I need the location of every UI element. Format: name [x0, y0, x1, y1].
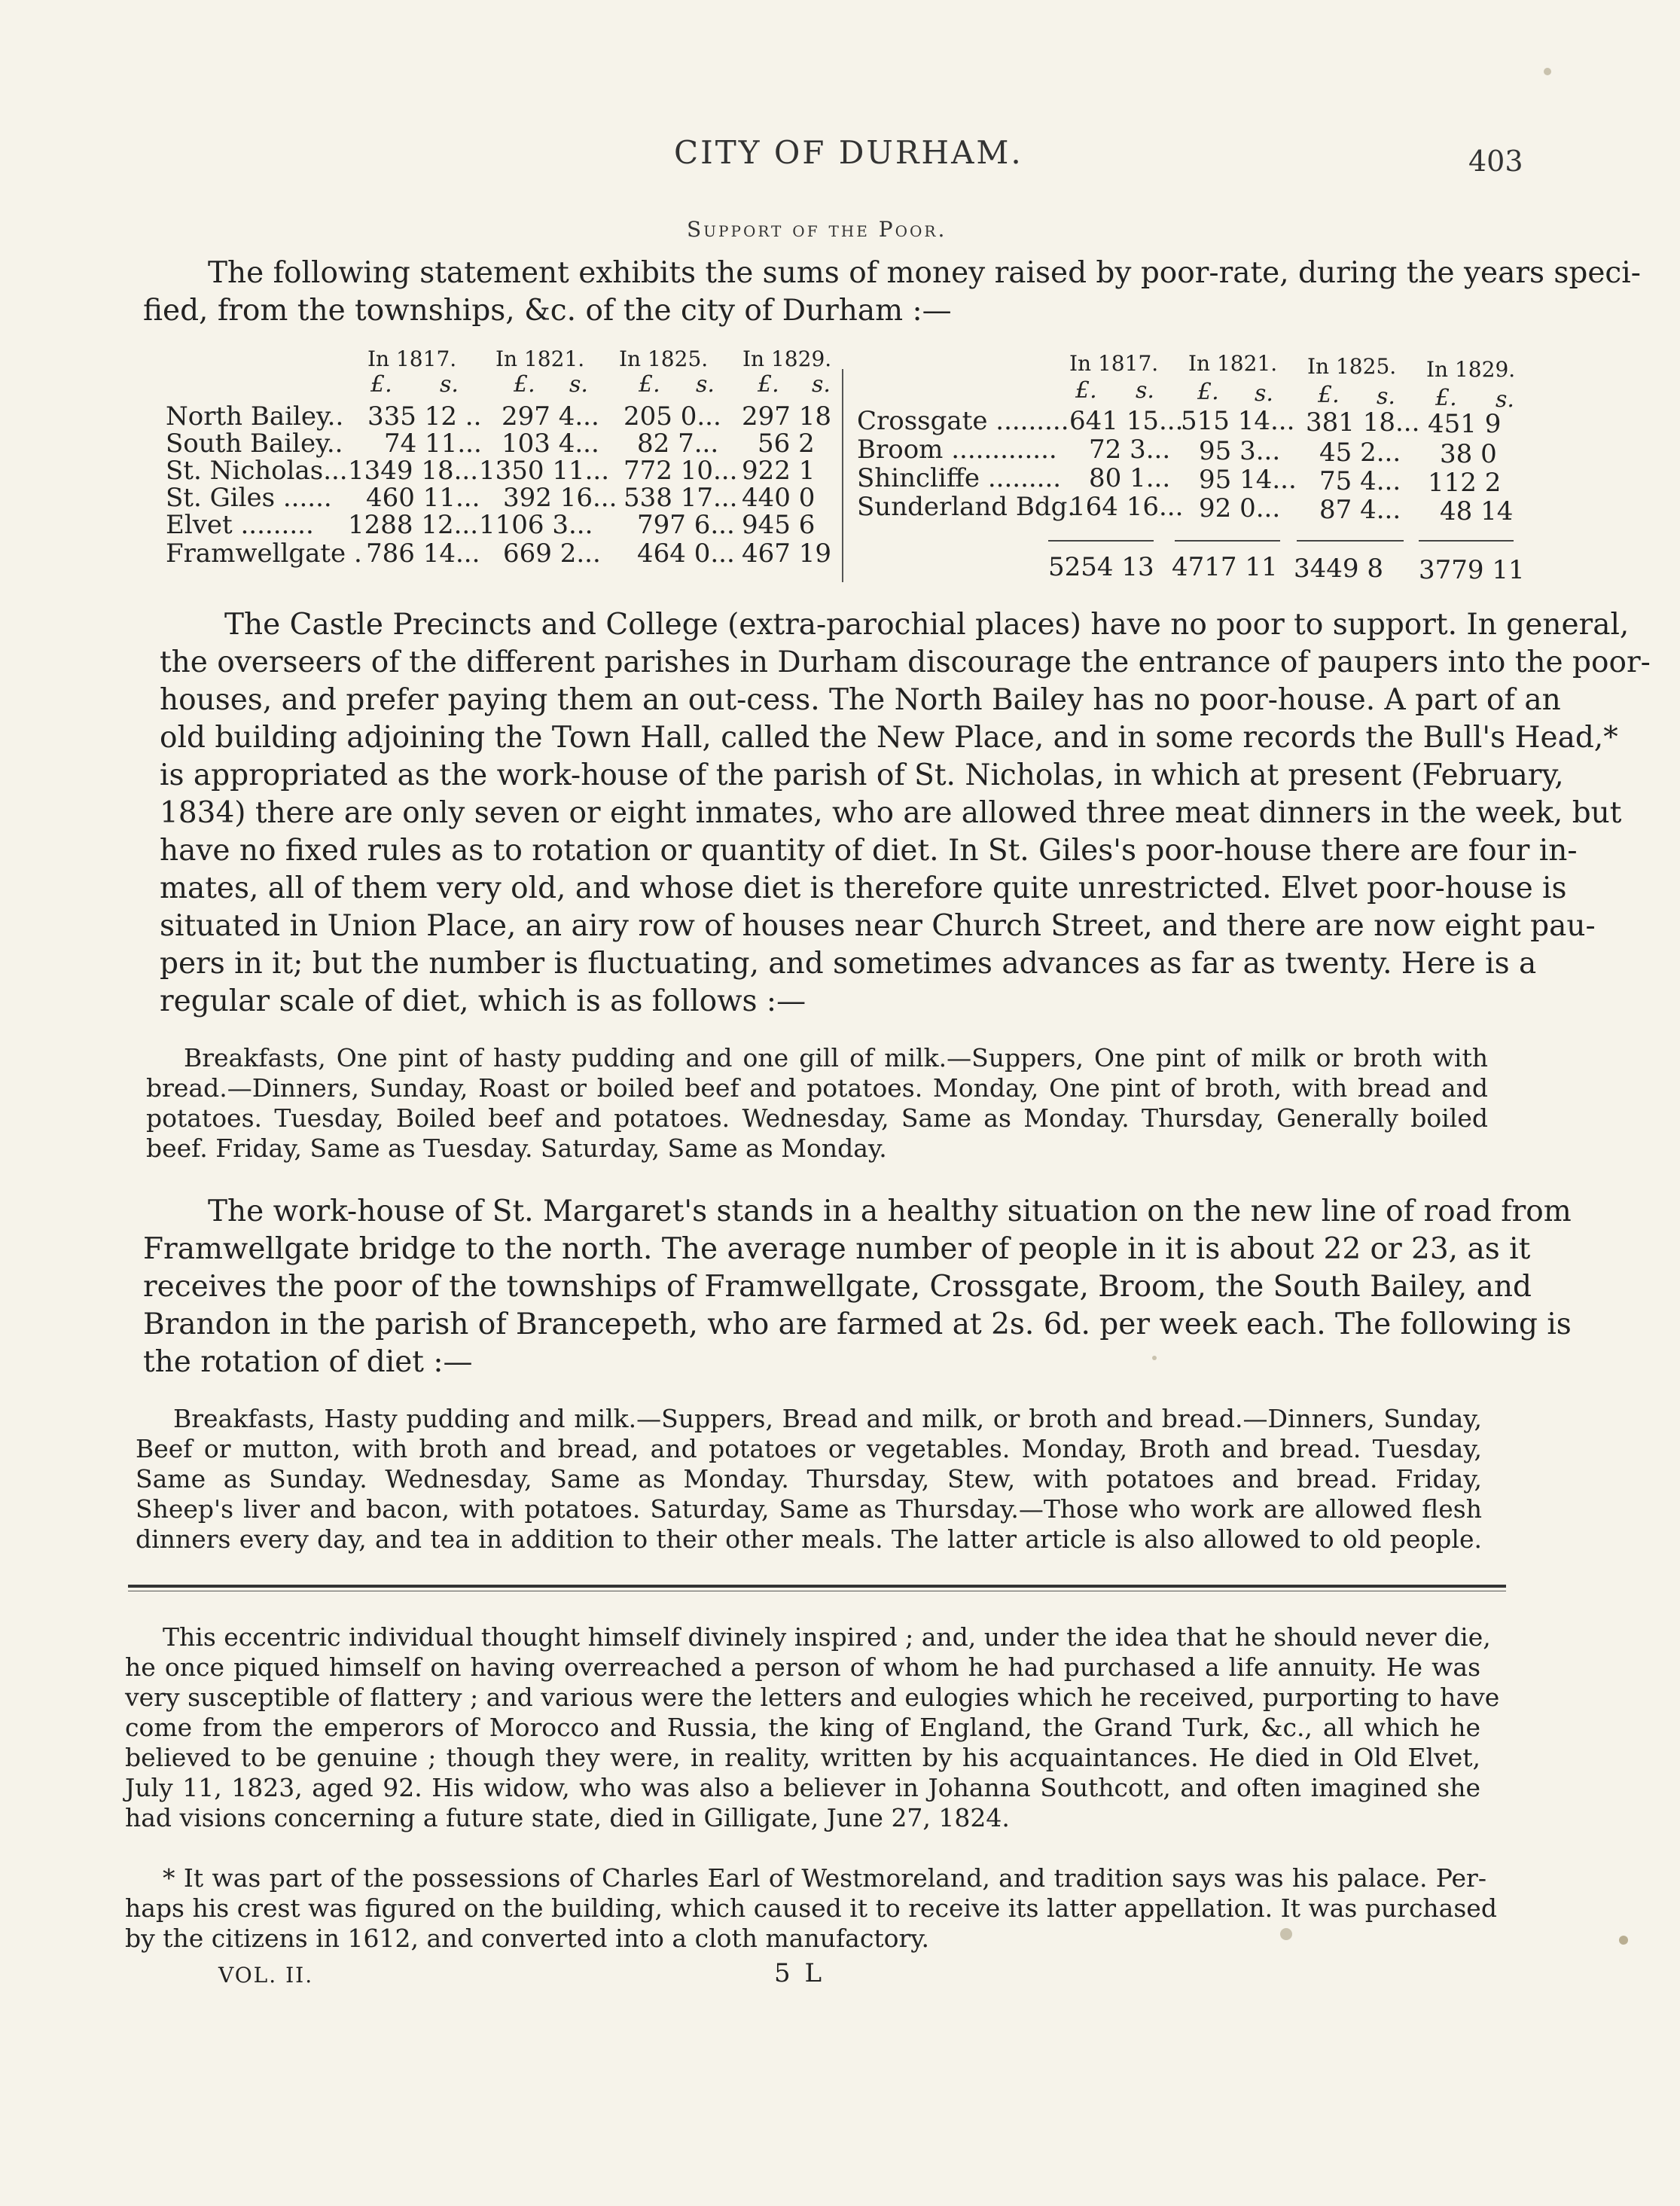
- unit-pound: £.: [1318, 382, 1340, 408]
- unit-shilling: s.: [812, 371, 831, 398]
- unit-shilling: s.: [696, 371, 715, 398]
- text-line: The Castle Precincts and College (extra-parochial places) have no poor to support. In general,: [224, 608, 1630, 642]
- text-line: pers in it; but the number is fluctuating, and sometimes advances as far as twenty. Here is a: [160, 947, 1537, 981]
- rate-1829: 112 2: [1428, 468, 1502, 498]
- text-line: * It was part of the possessions of Charles Earl of Westmoreland, and tradition says was his palace. Per-: [163, 1863, 1486, 1893]
- rate-1821: 392 16...: [503, 483, 617, 513]
- text-line: have no fixed rules as to rotation or quantity of diet. In St. Giles's poor-house there are four in-: [160, 834, 1578, 868]
- rate-1829: 945 6: [742, 510, 816, 540]
- rate-1829: 467 19: [742, 539, 831, 569]
- unit-pound: £.: [1197, 379, 1219, 405]
- text-line: Breakfasts, One pint of hasty pudding and one gill of milk.—Suppers, One pint of milk or broth with: [184, 1043, 1488, 1072]
- elvet-diet: [146, 1043, 1488, 1164]
- township-name: South Bailey..: [166, 429, 343, 459]
- rate-1825: 538 17...: [624, 483, 738, 513]
- rate-1817: 74 11...: [384, 429, 482, 459]
- volume-label: VOL. II.: [218, 1963, 314, 1988]
- township-name: Broom .............: [857, 435, 1057, 465]
- page-number: 403: [1468, 145, 1523, 178]
- rate-1825: 75 4...: [1319, 466, 1401, 496]
- township-name: Crossgate .........: [857, 406, 1069, 436]
- rate-1821: 92 0...: [1199, 493, 1281, 523]
- rate-1821: 95 3...: [1199, 436, 1281, 466]
- rate-1817: 80 1...: [1089, 463, 1171, 493]
- text-line: regular scale of diet, which is as follows :—: [160, 984, 806, 1018]
- text-line: the overseers of the different parishes in Durham discourage the entrance of paupers into the poor-: [160, 645, 1651, 679]
- signature-mark: 5 L: [774, 1958, 825, 1988]
- text-line: Same as Sunday. Wednesday, Same as Monday. Thursday, Stew, with potatoes and bread. Friday,: [136, 1464, 1482, 1494]
- text-line: dinners every day, and tea in addition to their other meals. The latter article is also allowed to old people.: [136, 1524, 1482, 1554]
- rate-1821: 1106 3...: [479, 510, 593, 540]
- rate-1817: 335 12 ..: [367, 401, 482, 432]
- rate-1829: 297 18: [742, 401, 831, 432]
- footnote-star: [125, 1863, 1497, 1954]
- text-line: believed to be genuine ; though they were, in reality, written by his acquaintances. He died in Old Elvet,: [125, 1743, 1480, 1772]
- paper-speck: [1544, 68, 1551, 75]
- text-line: haps his crest was figured on the building, which caused it to receive its latter appellation. It was purchased: [125, 1893, 1497, 1923]
- year-header: In 1825.: [1307, 354, 1397, 379]
- township-name: Sunderland Bdg.: [857, 492, 1076, 522]
- rate-1817: 72 3...: [1089, 435, 1171, 465]
- total-1817: 5254 13: [1048, 552, 1154, 582]
- margaret-diet: [136, 1404, 1482, 1555]
- intro-paragraph: [143, 255, 1641, 330]
- text-line: fied, from the townships, &c. of the city of Durham :—: [143, 294, 952, 328]
- rate-1829: 56 2: [758, 429, 815, 459]
- text-line: This eccentric individual thought himself divinely inspired ; and, under the idea that he should never die,: [163, 1622, 1491, 1652]
- text-line: beef. Friday, Same as Tuesday. Saturday, Same as Monday.: [146, 1134, 887, 1163]
- castle-paragraph: [160, 606, 1651, 1021]
- year-header: In 1825.: [619, 346, 709, 371]
- unit-shilling: s.: [1136, 377, 1154, 404]
- text-line: potatoes. Tuesday, Boiled beef and potatoes. Wednesday, Same as Monday. Thursday, Generally boiled: [146, 1103, 1488, 1133]
- sum-rule: [1419, 540, 1514, 542]
- footnote-eccentric: [125, 1622, 1500, 1833]
- year-header: In 1821.: [1188, 351, 1278, 376]
- text-line: The following statement exhibits the sums of money raised by poor-rate, during the years speci-: [208, 256, 1641, 290]
- rate-1825: 381 18...: [1306, 407, 1420, 438]
- rate-1825: 82 7...: [637, 429, 719, 459]
- rate-1817: 164 16...: [1069, 492, 1184, 522]
- rate-1821: 1350 11...: [479, 456, 610, 486]
- paper-speck: [1619, 1936, 1628, 1945]
- section-heading: Support of the Poor.: [687, 217, 947, 242]
- unit-shilling: s.: [569, 371, 588, 398]
- rate-1821: 103 4...: [502, 429, 599, 459]
- rate-1829: 451 9: [1428, 409, 1502, 439]
- text-line: Beef or mutton, with broth and bread, and potatoes or vegetables. Monday, Broth and bread. Tuesday,: [136, 1434, 1482, 1463]
- paper-speck: [1280, 1928, 1292, 1940]
- rate-1825: 464 0...: [637, 539, 735, 569]
- township-name: St. Giles ......: [166, 483, 332, 513]
- township-name: Elvet .........: [166, 510, 314, 540]
- rate-1817: 641 15...: [1069, 406, 1184, 436]
- rate-1825: 772 10...: [624, 456, 738, 486]
- text-line: houses, and prefer paying them an out-cess. The North Bailey has no poor-house. A part of an: [160, 683, 1561, 717]
- total-1829: 3779 11: [1419, 555, 1525, 585]
- text-line: old building adjoining the Town Hall, called the New Place, and in some records the Bull's Head,*: [160, 721, 1618, 755]
- rate-1829: 440 0: [742, 483, 816, 513]
- rate-1829: 922 1: [742, 456, 816, 486]
- rate-1829: 48 14: [1440, 496, 1514, 526]
- footnote-rule: [128, 1585, 1506, 1588]
- text-line: July 11, 1823, aged 92. His widow, who was also a believer in Johanna Southcott, and often imagined she: [125, 1773, 1480, 1802]
- running-title: CITY OF DURHAM.: [674, 134, 1023, 171]
- year-header: In 1829.: [742, 346, 832, 371]
- unit-shilling: s.: [1496, 386, 1514, 413]
- year-header: In 1821.: [495, 346, 585, 371]
- text-line: Breakfasts, Hasty pudding and milk.—Suppers, Bread and milk, or broth and bread.—Dinners, Sunday,: [173, 1404, 1482, 1433]
- rate-1817: 1288 12...: [348, 510, 479, 540]
- rate-1817: 786 14...: [366, 539, 480, 569]
- township-name: Framwellgate .: [166, 539, 362, 569]
- text-line: the rotation of diet :—: [143, 1345, 473, 1379]
- unit-shilling: s.: [1255, 380, 1273, 407]
- rate-1825: 797 6...: [637, 510, 735, 540]
- text-line: is appropriated as the work-house of the parish of St. Nicholas, in which at present (February,: [160, 758, 1564, 792]
- unit-pound: £.: [1075, 377, 1097, 404]
- column-divider: [842, 369, 843, 582]
- text-line: he once piqued himself on having overreached a person of whom he had purchased a life annuity. He was: [125, 1652, 1480, 1682]
- rate-1821: 95 14...: [1199, 465, 1297, 495]
- unit-shilling: s.: [1377, 383, 1395, 410]
- rate-1825: 87 4...: [1319, 495, 1401, 525]
- rate-1821: 669 2...: [503, 539, 601, 569]
- township-name: St. Nicholas...: [166, 456, 348, 486]
- unit-pound: £.: [1435, 385, 1457, 411]
- text-line: receives the poor of the townships of Framwellgate, Crossgate, Broom, the South Bailey, and: [143, 1270, 1532, 1304]
- text-line: had visions concerning a future state, died in Gilligate, June 27, 1824.: [125, 1803, 1010, 1832]
- text-line: The work-house of St. Margaret's stands in a healthy situation on the new line of road from: [208, 1195, 1572, 1228]
- rate-1825: 45 2...: [1319, 438, 1401, 468]
- unit-pound: £.: [639, 371, 660, 398]
- total-1825: 3449 8: [1294, 554, 1383, 584]
- text-line: 1834) there are only seven or eight inmates, who are allowed three meat dinners in the week, but: [160, 796, 1622, 830]
- text-line: bread.—Dinners, Sunday, Roast or boiled beef and potatoes. Monday, One pint of broth, with bread and: [146, 1073, 1488, 1103]
- township-name: North Bailey..: [166, 401, 344, 432]
- rate-1821: 297 4...: [502, 401, 599, 432]
- rate-1817: 1349 18...: [348, 456, 479, 486]
- text-line: situated in Union Place, an airy row of houses near Church Street, and there are now eight pau-: [160, 909, 1596, 943]
- rate-1829: 38 0: [1440, 439, 1497, 469]
- text-line: Brandon in the parish of Brancepeth, who are farmed at 2s. 6d. per week each. The following is: [143, 1307, 1572, 1341]
- text-line: mates, all of them very old, and whose diet is therefore quite unrestricted. Elvet poor-house is: [160, 871, 1567, 905]
- paper-speck: [1152, 1356, 1157, 1360]
- text-line: Framwellgate bridge to the north. The average number of people in it is about 22 or 23, as it: [143, 1232, 1531, 1266]
- margaret-paragraph: [143, 1193, 1572, 1381]
- year-header: In 1817.: [1069, 351, 1159, 376]
- sum-rule: [1175, 540, 1280, 542]
- year-header: In 1817.: [367, 346, 457, 371]
- unit-pound: £.: [758, 371, 779, 398]
- text-line: very susceptible of flattery ; and various were the letters and eulogies which he received, purporting to have: [125, 1683, 1500, 1712]
- sum-rule: [1048, 540, 1154, 542]
- rate-1825: 205 0...: [624, 401, 721, 432]
- rate-1821: 515 14...: [1181, 406, 1295, 436]
- text-line: Sheep's liver and bacon, with potatoes. Saturday, Same as Thursday.—Those who work are allowed flesh: [136, 1494, 1482, 1524]
- sum-rule: [1297, 540, 1404, 542]
- township-name: Shincliffe .........: [857, 463, 1062, 493]
- unit-pound: £.: [370, 371, 392, 398]
- total-1821: 4717 11: [1172, 552, 1278, 582]
- text-line: come from the emperors of Morocco and Russia, the king of England, the Grand Turk, &c., all which he: [125, 1713, 1480, 1742]
- unit-shilling: s.: [440, 371, 459, 398]
- unit-pound: £.: [514, 371, 535, 398]
- text-line: by the citizens in 1612, and converted into a cloth manufactory.: [125, 1924, 929, 1953]
- year-header: In 1829.: [1426, 357, 1516, 382]
- rate-1817: 460 11...: [366, 483, 480, 513]
